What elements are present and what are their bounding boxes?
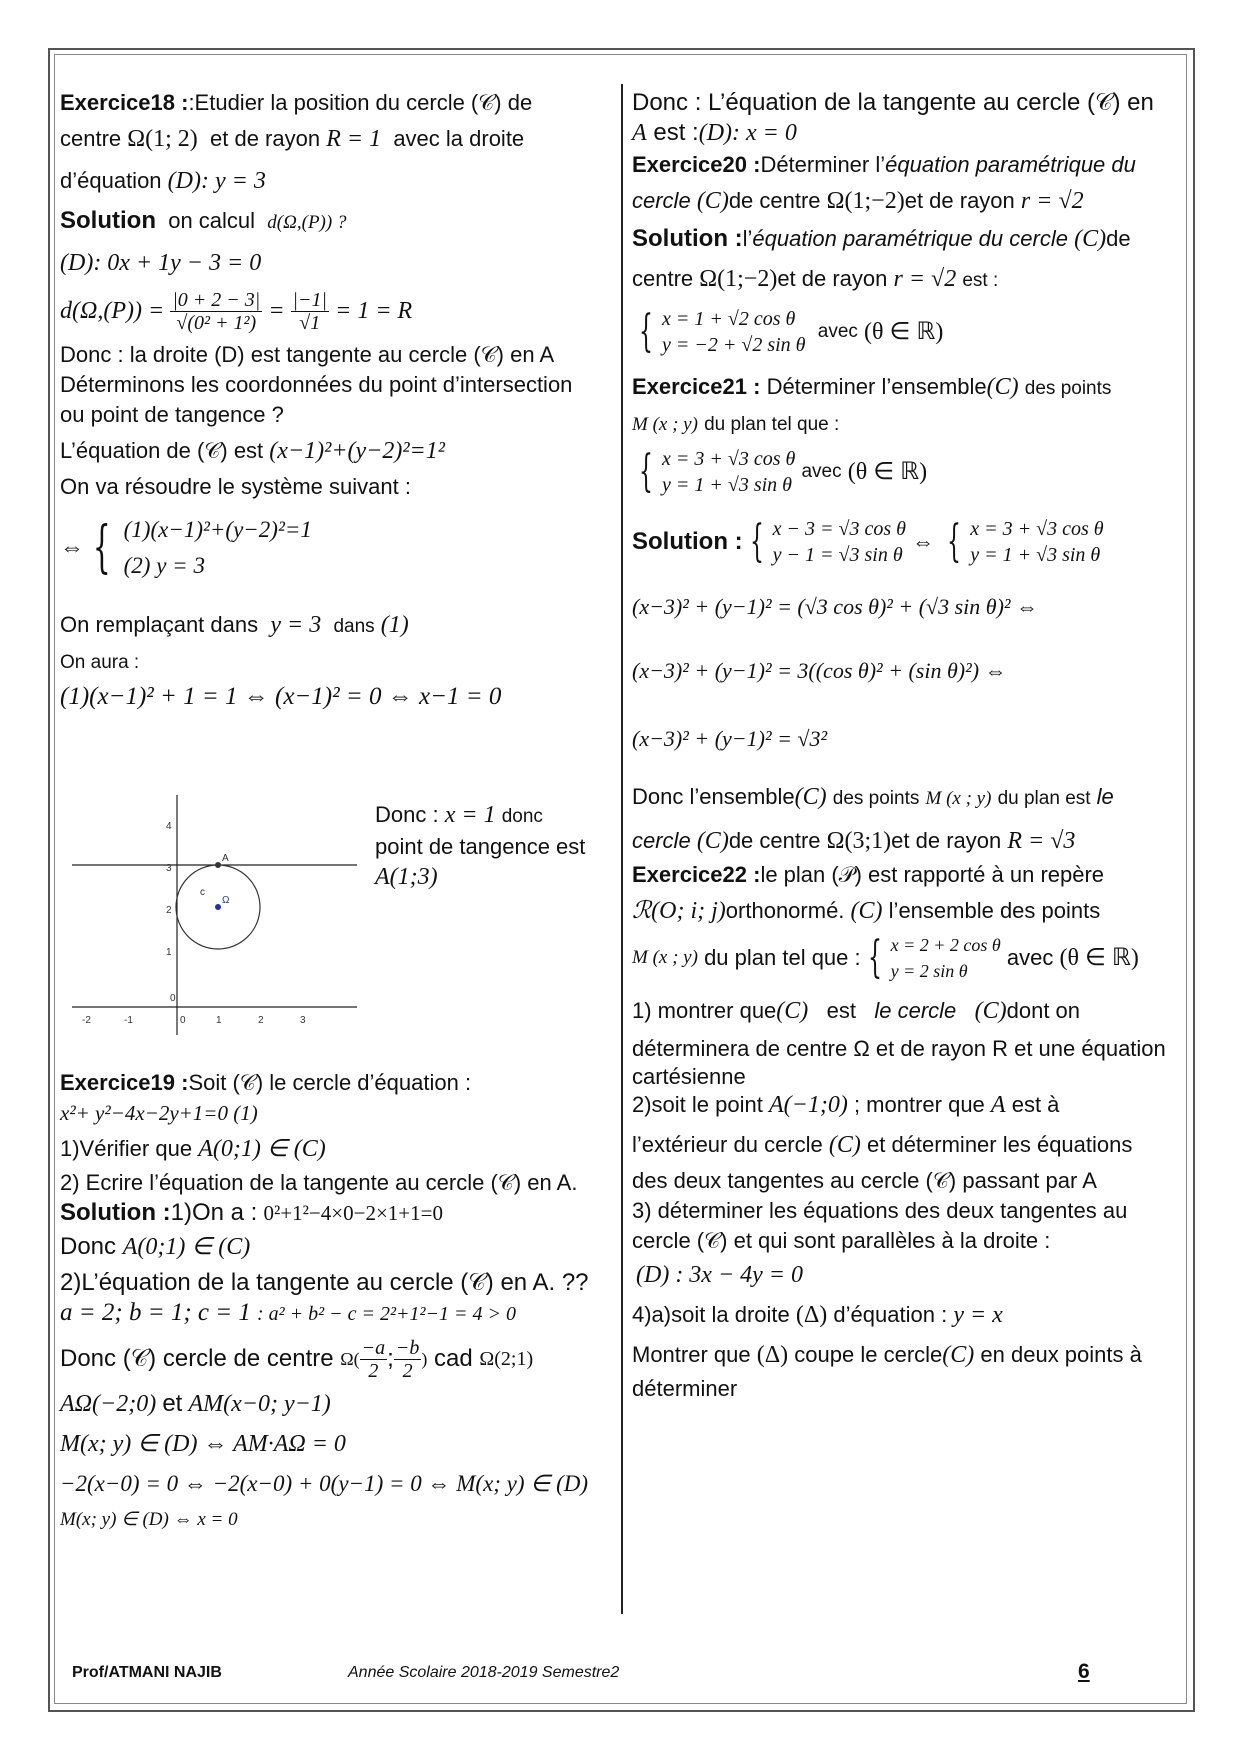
x-tick: -1 [124,1015,133,1026]
point-a [215,862,221,868]
label-a: A [222,853,229,864]
footer-page-number: 6 [1078,1660,1090,1683]
solution18-line5: Déterminons les coordonnées du point d’intersection [60,372,573,397]
solution19-line4: a = 2; b = 1; c = 1 : a² + b² − c = 2²+1²−1 = 4 > 0 [60,1299,516,1326]
solution19-line2: Donc A(0;1) ∈ (C) [60,1233,251,1260]
figure-caption [375,800,615,892]
fraction-1: $\frac{|0 + 2 - 3|}{\text{√(0² + 1²)}}$ [172,288,261,334]
y-tick: 3 [166,863,172,874]
solution21-line3: (x−3)² + (y−1)² = 3((cos θ)² + (sin θ)²) ⇔ [632,658,1007,683]
solution18-line10: On aura : [60,652,140,673]
solution21-line6: cercle (C)de centre Ω(3;1)et de rayon R = √3 [632,828,1076,854]
ex20-line2: cercle (C)de centre Ω(1;−2)et de rayon r = √2 [632,188,1084,214]
column-divider [621,84,623,1614]
q3-line2: cercle (𝒞) et qui sont parallèles à la droite : [632,1228,1051,1253]
solution19-line5: Donc (𝒞) cercle de centre Ω( $\frac{-a}{2}$ ; $\frac{-b}{2}$ ) cad Ω(2;1) [60,1336,534,1382]
ex19-line1: Exercice19 :Soit (𝒞) le cercle d’équation : [60,1070,472,1095]
y-tick: 1 [166,947,172,958]
solution18-line4: Donc : la droite (D) est tangente au cercle (𝒞) en A [60,342,555,367]
q1-line2: déterminera de centre Ω et de rayon R et une équation [632,1036,1166,1061]
system-21: { x = 3 + √3 cos θ y = 1 + √3 sin θ avec (θ ∈ ℝ) [639,446,928,497]
y-tick: 4 [166,821,172,832]
system-1: ⇔ { (1)(x−1)²+(y−2)²=1 (2) y = 3 [60,515,312,580]
footer-year: Année Scolaire 2018-2019 Semestre2 [348,1664,620,1681]
ex18-line3: d’équation (D): y = 3 [60,168,266,194]
solution19-line1: Solution :1)On a : 0²+1²−4×0−2×1+1=0 [60,1199,443,1226]
ex21-line1: Exercice21 : Déterminer l’ensemble(C) des points [632,374,1112,400]
q2-line1: 2)soit le point A(−1;0) ; montrer que A est à [632,1092,1060,1118]
fig-line2: point de tangence est [375,834,586,859]
solution19-line9: M(x; y) ∈ (D) ⇔ x = 0 [60,1509,238,1530]
fig-line1: Donc : x = 1 donc [375,802,543,828]
q2-line2: l’extérieur du cercle (C) et déterminer les équations [632,1132,1133,1158]
ex20-line1: Exercice20 :Déterminer l’équation paramétrique du [632,152,1136,177]
r-line1: Donc : L’équation de la tangente au cercle (𝒞) en [632,89,1154,116]
q4-line3: déterminer [632,1376,738,1401]
solution19-line6: AΩ(−2;0) et AM(x−0; y−1) [60,1390,331,1417]
x-tick: -2 [82,1015,91,1026]
ex21-line2: M (x ; y) du plan tel que : [632,414,840,435]
q3-line3: (D) : 3x − 4y = 0 [636,1262,804,1288]
label-omega: Ω [222,895,230,906]
solution18-line7: L’équation de (𝒞) est (x−1)²+(y−2)²=1² [60,438,445,464]
x-tick: 1 [216,1015,222,1026]
x-tick: 3 [300,1015,306,1026]
q2-line3: des deux tangentes au cercle (𝒞) passant par A [632,1168,1097,1193]
x-tick: 2 [258,1015,264,1026]
solution18-line6: ou point de tangence ? [60,402,284,427]
solution21-line4: (x−3)² + (y−1)² = √3² [632,726,828,751]
left-column-bottom [60,1068,615,1535]
solution20-line1: Solution :l’équation paramétrique du cercle (C)de [632,225,1131,252]
solution18-distance: d(Ω,(P)) = $\frac{|0 + 2 - 3|}{\text{√(0² + 1²)}}$ = $\frac{|-1|}{√1}$ = 1 = R [60,288,413,334]
q4-line2: Montrer que (Δ) coupe le cercle(C) en deux points à [632,1342,1142,1368]
fraction-2: $\frac{|-1|}{√1}$ [292,288,328,334]
right-column [632,80,1187,1404]
q1-line3: cartésienne [632,1064,746,1089]
solution21-line2: (x−3)² + (y−1)² = (√3 cos θ)² + (√3 sin θ)² ⇔ [632,594,1039,619]
ex19-line3: 1)Vérifier que A(0;1) ∈ (C) [60,1136,326,1162]
ex22-line3: M (x ; y) du plan tel que : { x = 2 + 2 cos θ y = 2 sin θ avec (θ ∈ ℝ) [632,932,1139,983]
solution19-line7: M(x; y) ∈ (D) ⇔ AM·AΩ = 0 [60,1431,346,1457]
r-line2: A est :(D): x = 0 [632,119,797,146]
solution18-line2: (D): 0x + 1y − 3 = 0 [60,250,262,276]
ex18-line2: centre Ω(1; 2) et de rayon R = 1 avec la droite [60,126,525,152]
origin-label: 0 [170,993,176,1004]
q4-line1: 4)a)soit la droite (Δ) d’équation : y = x [632,1302,1003,1328]
solution21-line5: Donc l’ensemble(C) des points M (x ; y) du plan est le [632,784,1114,810]
solution18-line9: On remplaçant dans y = 3 dans (1) [60,612,409,638]
ex22-line1: Exercice22 :le plan (𝒫) est rapporté à un repère [632,862,1105,887]
fig-line3: A(1;3) [375,864,438,890]
solution18-line1: Solution on calcul d(Ω,(P)) ? [60,207,347,234]
solution19-line8: −2(x−0) = 0 ⇔ −2(x−0) + 0(y−1) = 0 ⇔ M(x; y) ∈ (D) [60,1471,589,1496]
system-20: { x = 1 + √2 cos θ y = −2 + √2 sin θ avec (θ ∈ ℝ) [639,306,944,357]
q1-line1: 1) montrer que(C) est le cercle (C)dont on [632,998,1081,1024]
ex19-line4: 2) Ecrire l’équation de la tangente au cercle (𝒞) en A. [60,1170,578,1195]
point-omega [215,904,221,910]
solution21-system: Solution : { x − 3 = √3 cos θ y − 1 = √3 sin θ ⇔ { x = 3 + √3 cos θ y = 1 + √3 sin θ [632,516,1104,567]
label-c: c [200,887,205,898]
footer-author: Prof/ATMANI NAJIB [72,1664,222,1681]
ex22-line2: ℛ(O; i; j)orthonormé. (C) l’ensemble des points [632,898,1101,924]
solution20-line2: centre Ω(1;−2)et de rayon r = √2 est : [632,266,999,292]
solution18-line8: On va résoudre le système suivant : [60,474,411,499]
circle-figure [72,795,362,1045]
x-tick: 0 [180,1015,186,1026]
q3-line1: 3) déterminer les équations des deux tangentes au [632,1198,1128,1223]
ex19-line2: x²+ y²−4x−2y+1=0 (1) [60,1101,258,1125]
y-tick: 2 [166,905,172,916]
solution18-line11: (1)(x−1)² + 1 = 1 ⇔ (x−1)² = 0 ⇔ x−1 = 0 [60,683,502,710]
solution19-line3: 2)L’équation de la tangente au cercle (𝒞) en A. ?? [60,1269,589,1296]
left-column [60,80,615,712]
ex18-line1: Exercice18 ::Etudier la position du cercle (𝒞) de [60,90,533,115]
